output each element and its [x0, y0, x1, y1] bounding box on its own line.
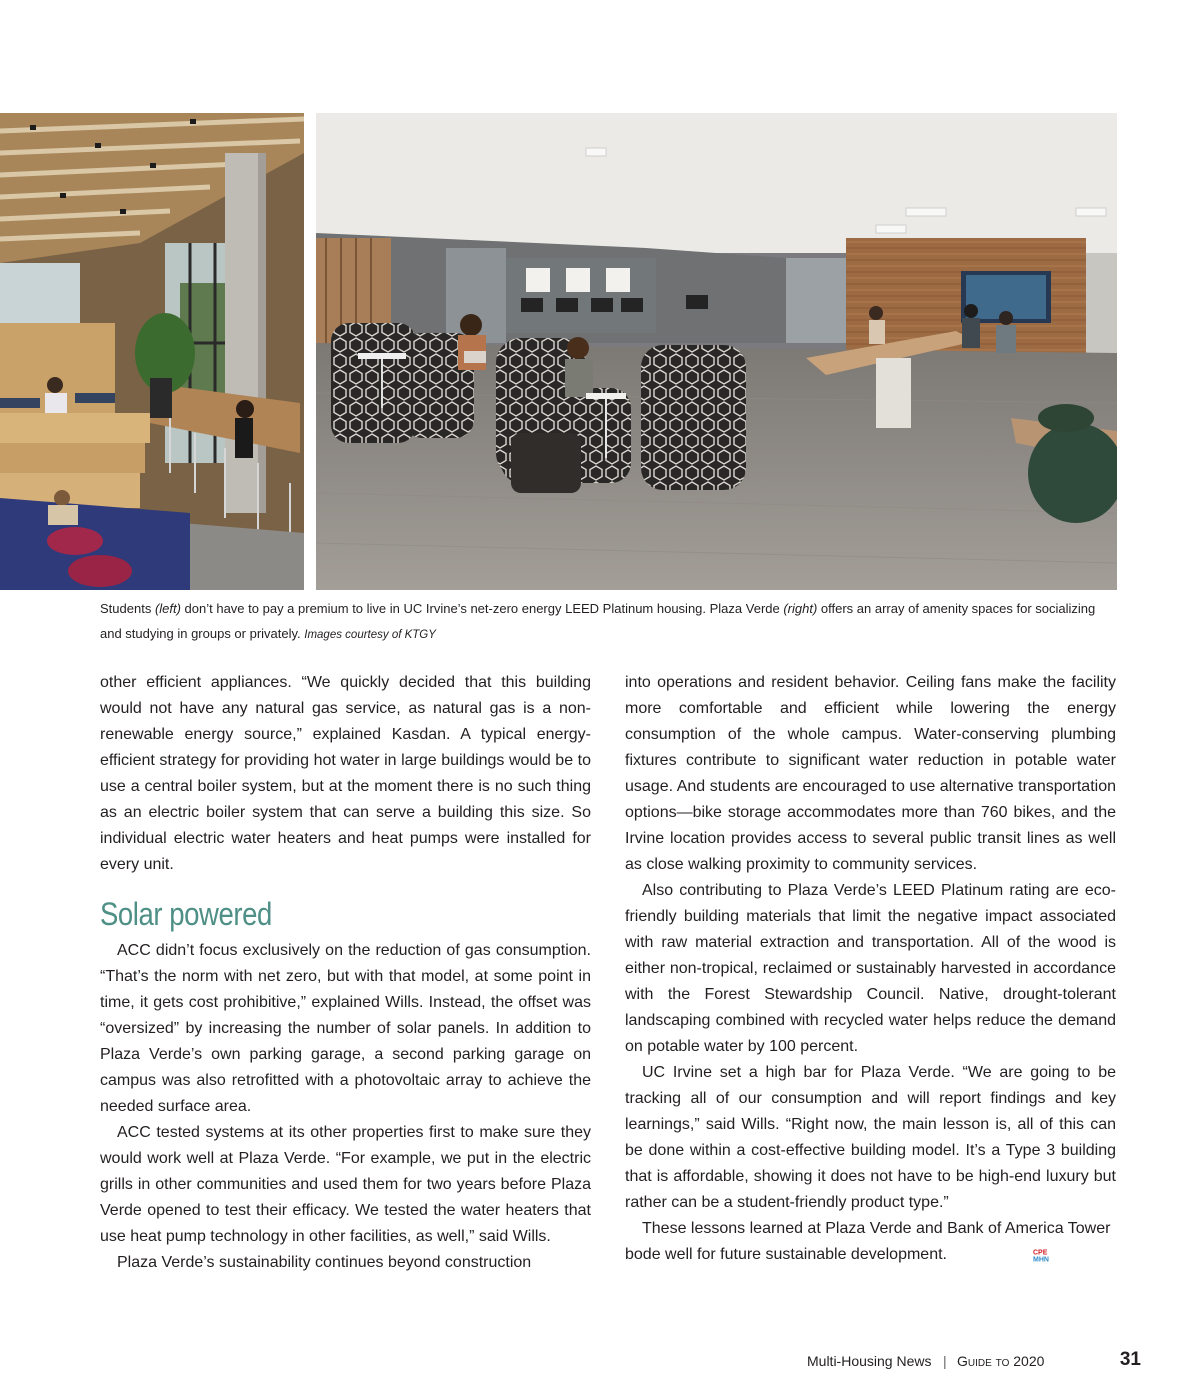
paragraph: Also contributing to Plaza Verde’s LEED Platinum rating are eco-friendly building materials that limit the negative impact associated with raw material extraction and transportation. All of the wood is either non-tropical, reclaimed or sustainably harvested in accordance with the Forest Stewardship Council. Native, drought-tolerant landscaping combined with recycled water helps reduce the demand on potable water by 100 percent.: [625, 882, 1116, 1055]
paragraph: other efficient appliances. “We quickly decided that this building would not have any natural gas service, as natural gas is a non-renewable energy source,” explained Kasdan. A typical energy-efficient strategy for providing hot water in large buildings would be to use a central boiler system, but at the moment there is no such thing as an electric boiler system that can serve a building this size. So individual electric water heaters and heat pumps were installed for every unit.: [100, 674, 591, 873]
footer-separator: |: [943, 1353, 947, 1369]
paragraph-last: [625, 1216, 1116, 1268]
svg-text:CPE: CPE: [1032, 1249, 1048, 1257]
left-photo: [0, 113, 304, 590]
caption-left-tag: (left): [154, 601, 181, 616]
footer-publication: Multi-Housing News: [807, 1353, 932, 1369]
page-footer: [800, 1350, 1145, 1374]
caption-text-3: offers an array of amenity spaces for socializing and studying in groups or privately.: [100, 601, 1096, 641]
caption-right-tag: (right): [783, 601, 818, 616]
page-number: 31: [1119, 1349, 1141, 1370]
paragraph: Plaza Verde’s sustainability continues beyond construction: [117, 1254, 532, 1271]
right-photo: [316, 113, 1117, 590]
publication-end-mark-icon: [1015, 1245, 1049, 1262]
paragraph: UC Irvine set a high bar for Plaza Verde. “We are going to be tracking all of our consumption and will report findings and key learnings,” said Wills. “Right now, the main lesson is, all of this can be done within a cost-effective building model. It’s a Type 3 building that is affordable, showing it does not have to be high-end luxury but rather can be a student-friendly product type.”: [625, 1064, 1116, 1211]
caption-text-1: Students: [100, 601, 155, 616]
caption-credit: Images courtesy of KTGY: [304, 629, 436, 641]
article-column-left: [100, 670, 591, 1276]
paragraph: ACC didn’t focus exclusively on the reduction of gas consumption. “That’s the norm with net zero, but with that model, at some point in time, it gets cost prohibitive,” explained Wills. Instead, the offset was “oversized” by increasing the number of solar panels. In addition to Plaza Verde’s own parking garage, a second parking garage on campus was also retrofitted with a photovoltaic array to achieve the needed surface area.: [100, 942, 591, 1115]
svg-text:MHN: MHN: [1032, 1256, 1049, 1262]
paragraph: into operations and resident behavior. Ceiling fans make the facility more comfortable and efficient while lowering the energy consumption of the whole campus. Water-conserving plumbing fixtures contribute to significant water reduction in potable water usage. And students are encouraged to use alternative transportation options—bike storage accommodates more than 760 bikes, and the Irvine location provides access to several public transit lines as well as close walking proximity to community services.: [625, 674, 1116, 873]
photo-caption: [100, 596, 1100, 648]
paragraph: ACC tested systems at its other properties first to make sure they would work well at Plaza Verde. “For example, we put in the electric grills in other communities and used them for two years before Plaza Verde opened to test their efficacy. We tested the water heaters that use heat pump technology in other facilities, as well,” said Wills.: [100, 1124, 591, 1245]
footer-guide: Guide to 2020: [957, 1353, 1045, 1369]
article-column-right: [625, 670, 1116, 1268]
paragraph-last-text: These lessons learned at Plaza Verde and Bank of America Tower bode well for future sustainable development.: [625, 1220, 1111, 1263]
section-heading: Solar powered: [100, 896, 272, 932]
caption-text-2: don’t have to pay a premium to live in UC Irvine’s net-zero energy LEED Platinum housing. Plaza Verde: [180, 601, 784, 616]
